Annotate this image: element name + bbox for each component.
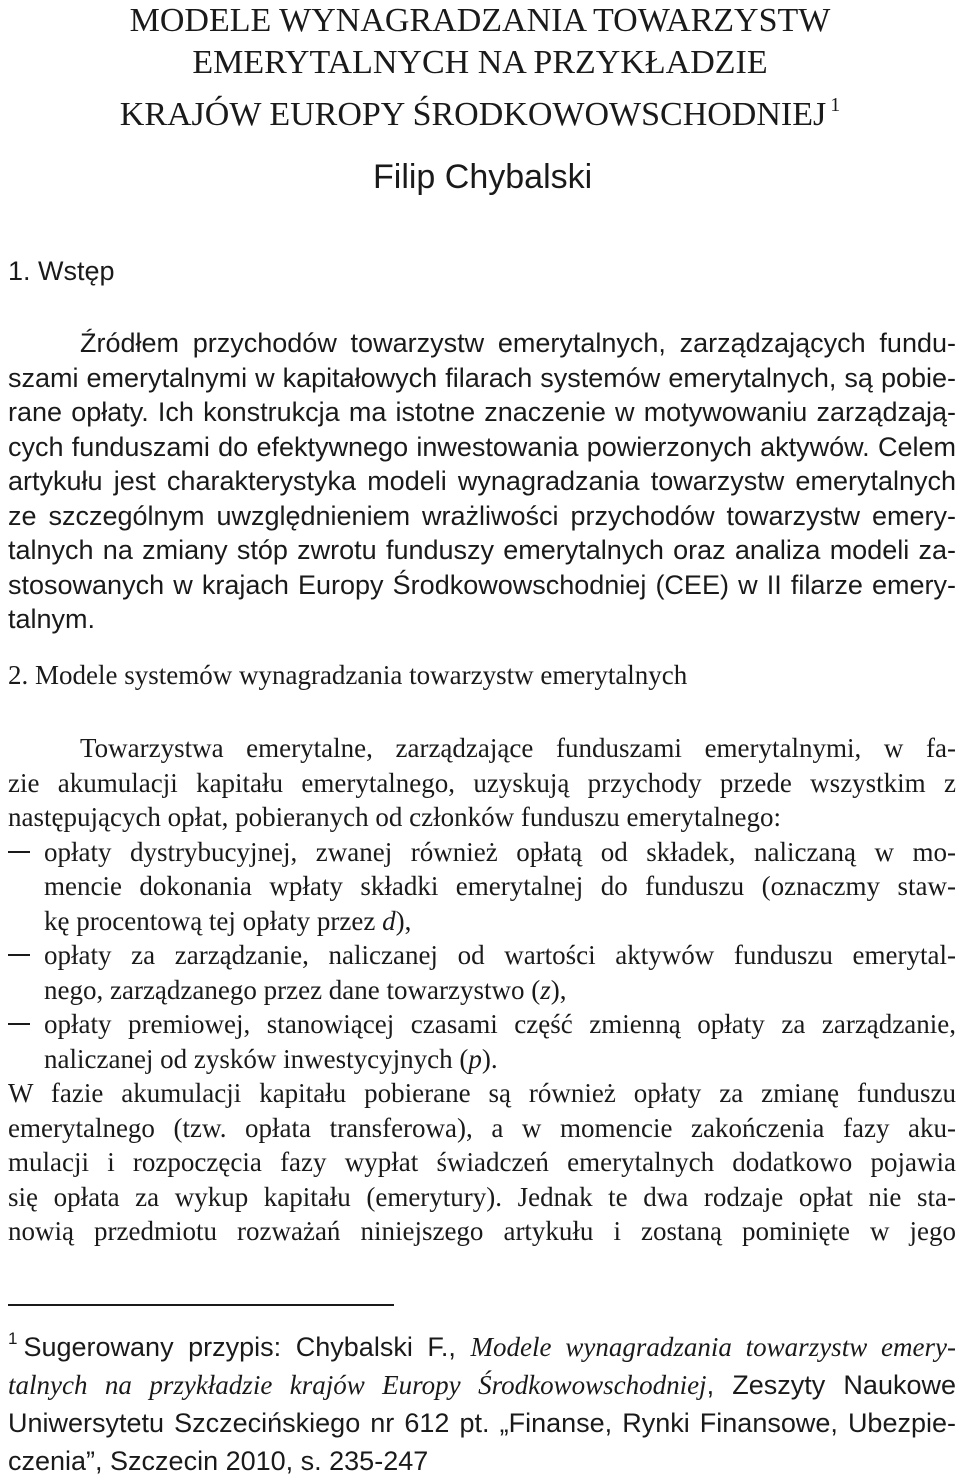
fee-list-item [8,1007,956,1076]
variable-z: z [540,974,551,1005]
title-line-3 [0,84,960,136]
variable-p: p [468,1043,482,1074]
list-line-end: ), [395,905,412,936]
list-line [44,1042,956,1077]
paragraph-line: Towarzystwa emerytalne, zarządzające funduszami emerytalnymi, w fa- [80,733,956,763]
footnote-title-italic: talnych na przykładzie krajów Europy Środkowowschodniej [8,1370,707,1400]
list-line-text: kę procentową tej opłaty przez [44,905,383,936]
paragraph-line: mulacji i rozpoczęcia fazy wypłat świadczeń emerytalnych dodatkowo pojawia [8,1147,956,1177]
paragraph-line: cych funduszami do efektywnego inwestowania powierzonych aktywów. Celem [8,431,956,462]
title-line-1: MODELE WYNAGRADZANIA TOWARZYSTW [129,2,831,39]
title-footnote-mark: 1 [830,94,841,116]
list-line: opłaty premiowej, stanowiącej czasami część zmienną opłaty za zarządzanie, [44,1009,956,1039]
footnote-title-italic: Modele wynagradzania towarzystw emery- [470,1332,956,1362]
fee-list-item [8,835,956,939]
title-line-2: EMERYTALNYCH NA PRZYKŁADZIE [192,44,768,81]
list-line [44,973,956,1008]
paragraph-line: talnym. [8,604,96,634]
footnote-prefix: Sugerowany przypis: Chybalski F., [23,1332,471,1362]
section-2-body [8,731,956,1249]
paragraph-line: Źródłem przychodów towarzystw emerytalnych, zarządzających fundu- [80,328,956,358]
list-line: opłaty za zarządzanie, naliczanej od wartości aktywów funduszu emerytal- [44,940,956,970]
list-line-text: naliczanej od zysków inwestycyjnych ( [44,1043,469,1074]
footnote-source: , Zeszyty Naukowe [706,1370,956,1400]
dash-bullet-icon [8,851,30,853]
footnote-line [8,1366,956,1404]
paragraph-line: zie akumulacji kapitału emerytalnego, uzyskują przychody przede wszystkim z [8,767,956,798]
footnote-line: Uniwersytetu Szczecińskiego nr 612 pt. „Finanse, Rynki Finansowe, Ubezpie- [8,1408,956,1438]
paragraph-line: artykułu jest charakterystyka modeli wynagradzania towarzystw emerytalnych [8,466,956,496]
paper-title [0,0,960,136]
paragraph-line: szami emerytalnymi w kapitałowych filarach systemów emerytalnych, są pobie- [8,362,956,393]
paragraph-line: emerytalnego (tzw. opłata transferowa), a w momencie zakończenia fazy aku- [8,1112,956,1143]
section-1-paragraph [8,326,956,637]
fee-list-item [8,938,956,1007]
list-line-end: ). [481,1043,498,1074]
paragraph-line: talnych na zmiany stóp zwrotu funduszy emerytalnych oraz analiza modeli za- [8,535,956,565]
paragraph-line: stosowanych w krajach Europy Środkowowschodniej (CEE) w II filarze emery- [8,569,956,600]
paragraph-line: się opłata za wykup kapitału (emerytury). Jednak te dwa rodzaje opłat nie sta- [8,1181,956,1212]
section-2-heading: 2. Modele systemów wynagradzania towarzystw emerytalnych [8,660,688,690]
paragraph-line: W fazie akumulacji kapitału pobierane są również opłaty za zmianę funduszu [8,1078,956,1108]
author-name: Filip Chybalski [373,158,593,196]
footnote-mark: 1 [8,1329,18,1348]
variable-d: d [382,905,396,936]
footnote-line [8,1320,956,1366]
footnote-line: czenia”, Szczecin 2010, s. 235-247 [8,1446,429,1476]
dash-bullet-icon [8,954,30,956]
title-line-3-text: KRAJÓW EUROPY ŚRODKOWOWSCHODNIEJ [119,96,827,133]
paragraph-line: nowią przedmiotu rozważań niniejszego artykułu i zostaną pominięte w jego [8,1216,956,1246]
paragraph-line: rane opłaty. Ich konstrukcja ma istotne znaczenie w motywowaniu zarządzają- [8,397,956,427]
paragraph-line: ze szczególnym uwzględnieniem wrażliwości przychodów towarzystw emery- [8,500,956,531]
paragraph-line: następujących opłat, pobieranych od członków funduszu emerytalnego: [8,802,781,832]
list-line-text: nego, zarządzanego przez dane towarzystwo ( [44,974,541,1005]
list-line-end: ), [550,974,567,1005]
list-line [44,904,956,939]
list-line: mencie dokonania wpłaty składki emerytalnej do funduszu (oznaczmy staw- [44,871,956,901]
footnote [8,1320,956,1480]
dash-bullet-icon [8,1023,30,1025]
list-line: opłaty dystrybucyjnej, zwanej również opłatą od składek, naliczaną w mo- [44,836,956,867]
section-1-heading: 1. Wstęp [8,256,115,286]
footnote-divider [8,1304,394,1306]
